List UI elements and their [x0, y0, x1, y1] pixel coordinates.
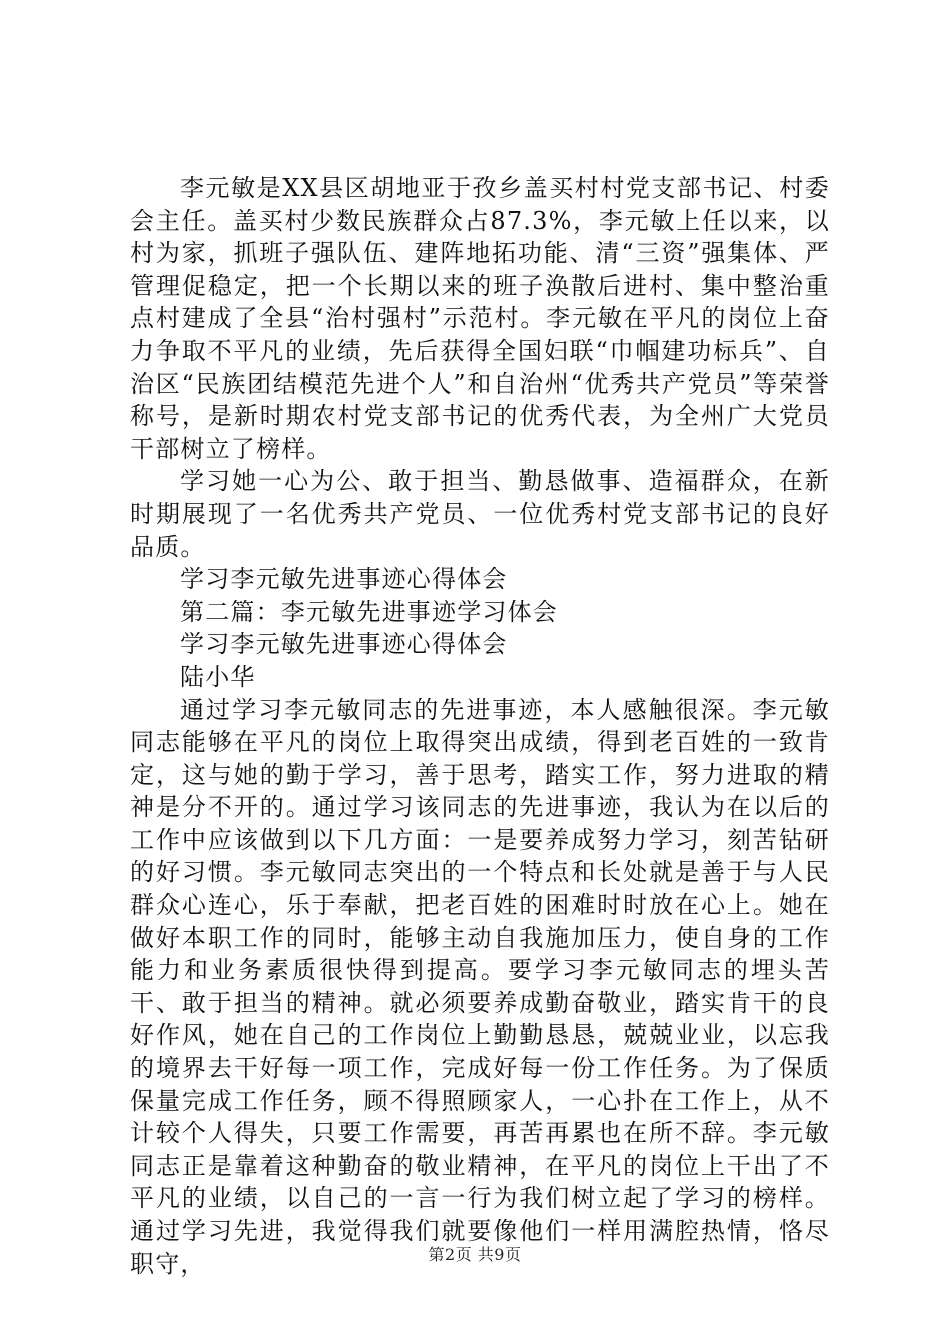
heading-title-1: 学习李元敏先进事迹心得体会: [180, 565, 508, 594]
paragraph-body: 通过学习李元敏同志的先进事迹，本人感触很深。李元敏同志能够在平凡的岗位上取得突出成绩，得到老百姓的一致肯定，这与她的勤于学习，善于思考，踏实工作，努力进取的精神是分不开的。通过学习该同志的先进事迹，我认为在以后的工作中应该做到以下几方面：一是要养成努力学习，刻苦钻研的好习惯。李元敏同志突出的一个特点和长处就是善于与人民群众心连心，乐于奉献，把老百姓的困难时时放在心上。她在做好本职工作的同时，能够主动自我施加压力，使自身的工作能力和业务素质很快得到提高。要学习李元敏同志的埋头苦干、敢于担当的精神。就必须要养成勤奋敬业，踏实肯干的良好作风，她在自己的工作岗位上勤勤恳恳，兢兢业业，以忘我的境界去干好每一项工作，完成好每一份工作任务。为了保质保量完成工作任务，顾不得照顾家人，一心扑在工作上，从不计较个人得失，只要工作需要，再苦再累也在所不辞。李元敏同志正是靠着这种勤奋的敬业精神，在平凡的岗位上干出了不平凡的业绩，以自己的一言一行为我们树立起了学习的榜样。通过学习先进，我觉得我们就要像他们一样用满腔热情，恪尽职守，: [130, 695, 830, 1278]
page-number: 第2页 共9页: [428, 1245, 522, 1264]
heading-chapter-2: 第二篇：李元敏先进事迹学习体会: [180, 597, 558, 626]
author-name: 陆小华: [180, 662, 256, 691]
paragraph-summary: 学习她一心为公、敢于担当、勤恳做事、造福群众，在新时期展现了一名优秀共产党员、一位优秀村党支部书记的良好品质。: [130, 467, 830, 561]
heading-title-2: 学习李元敏先进事迹心得体会: [180, 630, 508, 659]
document-body: [130, 172, 830, 1280]
paragraph-intro: 李元敏是XX县区胡地亚于孜乡盖买村村党支部书记、村委会主任。盖买村少数民族群众占87.3%，李元敏上任以来，以村为家，抓班子强队伍、建阵地拓功能、清“三资”强集体、严管理促稳定，把一个长期以来的班子涣散后进村、集中整治重点村建成了全县“治村强村”示范村。李元敏在平凡的岗位上奋力争取不平凡的业绩，先后获得全国妇联“巾帼建功标兵”、自治区“民族团结模范先进个人”和自治州“优秀共产党员”等荣誉称号，是新时期农村党支部书记的优秀代表，为全州广大党员干部树立了榜样。: [130, 174, 830, 463]
